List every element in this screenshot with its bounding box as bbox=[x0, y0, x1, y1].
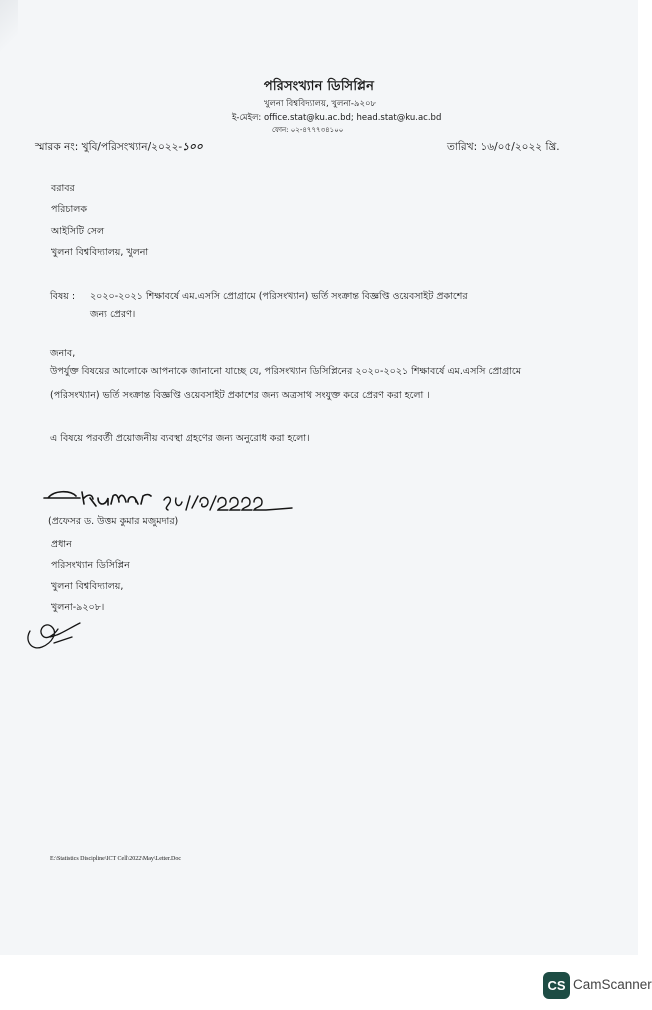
request-paragraph: এ বিষয়ে পরবর্তী প্রয়োজনীয় ব্যবস্থা গ্রহণের জন্য অনুরোধ করা হলো। bbox=[50, 433, 310, 444]
memo-number: ১০০ bbox=[182, 141, 203, 153]
handwritten-signature bbox=[40, 480, 310, 520]
letterhead-email: ই-মেইল: office.stat@ku.ac.bd; head.stat@ku.ac.bd bbox=[232, 113, 442, 123]
letterhead-phone: ফোন: ০২-৪৭৭৭৩৪১০০ bbox=[272, 126, 344, 134]
file-path-footer: E:\Statistics Discipline\ICT Cell\2022\May\Letter.Doc bbox=[50, 856, 182, 862]
body-paragraph-line2: (পরিসংখ্যান) ভর্তি সংক্রান্ত বিজ্ঞপ্তি ওয়েবসাইট প্রকাশের জন্য অত্রসাথ সংযুক্ত করে প্রেরণ করা হলো । bbox=[50, 390, 430, 401]
letterhead-address: খুলনা বিশ্ববিদ্যালয়, খুলনা-৯২০৮ bbox=[263, 99, 377, 109]
recipient-line: বরাবর bbox=[51, 183, 75, 194]
subject-label: বিষয় : bbox=[50, 291, 76, 302]
signatory-university: খুলনা বিশ্ববিদ্যালয়, bbox=[51, 581, 124, 592]
memo-reference bbox=[35, 140, 203, 157]
signatory-city: খুলনা-৯২০৮। bbox=[51, 602, 105, 613]
paper-corner-shadow bbox=[0, 0, 18, 60]
subject-text-line2: জন্য প্রেরণ। bbox=[90, 309, 136, 320]
camscanner-brand: CamScanner bbox=[573, 977, 652, 992]
signatory-name: (প্রফেসর ড. উত্তম কুমার মজুমদার) bbox=[48, 516, 179, 527]
letterhead-title: পরিসংখ্যান ডিসিপ্লিন bbox=[263, 79, 375, 94]
signatory-designation: প্রধান bbox=[51, 539, 72, 550]
recipient-line: আইসিটি সেল bbox=[51, 226, 105, 237]
recipient-line: পরিচালক bbox=[51, 204, 87, 215]
subject-text-line1: ২০২০-২০২১ শিক্ষাবর্ষে এম.এসসি প্রোগ্রামে (পরিসংখ্যান) ভর্তি সংক্রান্ত বিজ্ঞপ্তি ওয়েবসাইট প্রকাশের bbox=[90, 291, 468, 302]
salutation: জনাব, bbox=[50, 348, 76, 359]
initial-scribble bbox=[20, 605, 100, 655]
body-paragraph-line1: উপর্যুক্ত বিষয়ের আলোকে আপনাকে জানানো যাচ্ছে যে, পরিসংখ্যান ডিসিপ্লিনের ২০২০-২০২১ শিক্ষাবর্ষে এম.এসসি প্রোগ্রামে bbox=[50, 366, 522, 377]
camscanner-logo-icon: CS bbox=[543, 972, 570, 999]
signatory-department: পরিসংখ্যান ডিসিপ্লিন bbox=[51, 560, 130, 571]
memo-prefix: স্মারক নং: খুবি/পরিসংখ্যান/২০২২- bbox=[35, 141, 183, 153]
letter-date: তারিখ: ১৬/০৫/২০২২ খ্রি. bbox=[447, 141, 560, 153]
recipient-line: খুলনা বিশ্ববিদ্যালয়, খুলনা bbox=[51, 247, 149, 258]
